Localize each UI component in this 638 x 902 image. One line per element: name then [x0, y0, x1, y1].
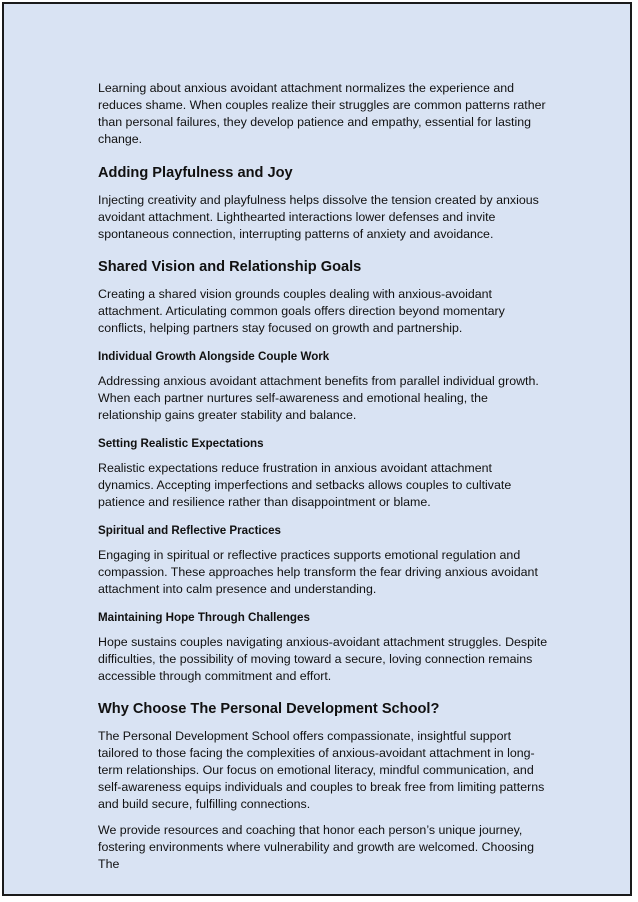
heading-individual-growth: Individual Growth Alongside Couple Work	[98, 350, 330, 363]
paragraph-why-choose-2: We provide resources and coaching that honor each person’s unique journey, fostering environments where vulnerability and growth are welcomed. Choosing The	[98, 823, 534, 871]
heading-playfulness: Adding Playfulness and Joy	[98, 165, 293, 181]
document-body	[98, 80, 550, 882]
heading-shared-vision: Shared Vision and Relationship Goals	[98, 259, 362, 275]
paragraph-individual-growth: Addressing anxious avoidant attachment benefits from parallel individual growth. When each partner nurtures self-awareness and emotional healing, the relationship gains greater stability and balance.	[98, 374, 539, 422]
heading-maintaining-hope: Maintaining Hope Through Challenges	[98, 611, 310, 624]
paragraph-why-choose-1: The Personal Development School offers compassionate, insightful support tailored to those facing the complexities of anxious-avoidant attachment in long-term relationships. Our focus on emotional literacy, mindful communication, and self-awareness equips individuals and couples to break free from limiting patterns and build secure, fulfilling connections.	[98, 729, 545, 811]
heading-spiritual-practices: Spiritual and Reflective Practices	[98, 524, 281, 537]
paragraph-playfulness: Injecting creativity and playfulness helps dissolve the tension created by anxious avoidant attachment. Lighthearted interactions lower defenses and invite spontaneous connection, interrupting patterns of anxiety and avoidance.	[98, 193, 539, 241]
heading-realistic-expectations: Setting Realistic Expectations	[98, 437, 264, 450]
intro-paragraph: Learning about anxious avoidant attachment normalizes the experience and reduces shame. When couples realize their struggles are common patterns rather than personal failures, they develop patience and empathy, essential for lasting change.	[98, 81, 546, 146]
document-page	[2, 2, 632, 896]
paragraph-spiritual-practices: Engaging in spiritual or reflective practices supports emotional regulation and compassion. These approaches help transform the fear driving anxious avoidant attachment into calm presence and understanding.	[98, 548, 538, 596]
paragraph-shared-vision: Creating a shared vision grounds couples dealing with anxious-avoidant attachment. Articulating common goals offers direction beyond momentary conflicts, helping partners stay focused on growth and partnership.	[98, 287, 505, 335]
heading-why-choose: Why Choose The Personal Development School?	[98, 701, 440, 717]
paragraph-maintaining-hope: Hope sustains couples navigating anxious-avoidant attachment struggles. Despite difficulties, the possibility of moving toward a secure, loving connection remains accessible through commitment and effort.	[98, 635, 548, 683]
paragraph-realistic-expectations: Realistic expectations reduce frustration in anxious avoidant attachment dynamics. Accepting imperfections and setbacks allows couples to cultivate patience and resilience rather than disappointment or blame.	[98, 461, 512, 509]
